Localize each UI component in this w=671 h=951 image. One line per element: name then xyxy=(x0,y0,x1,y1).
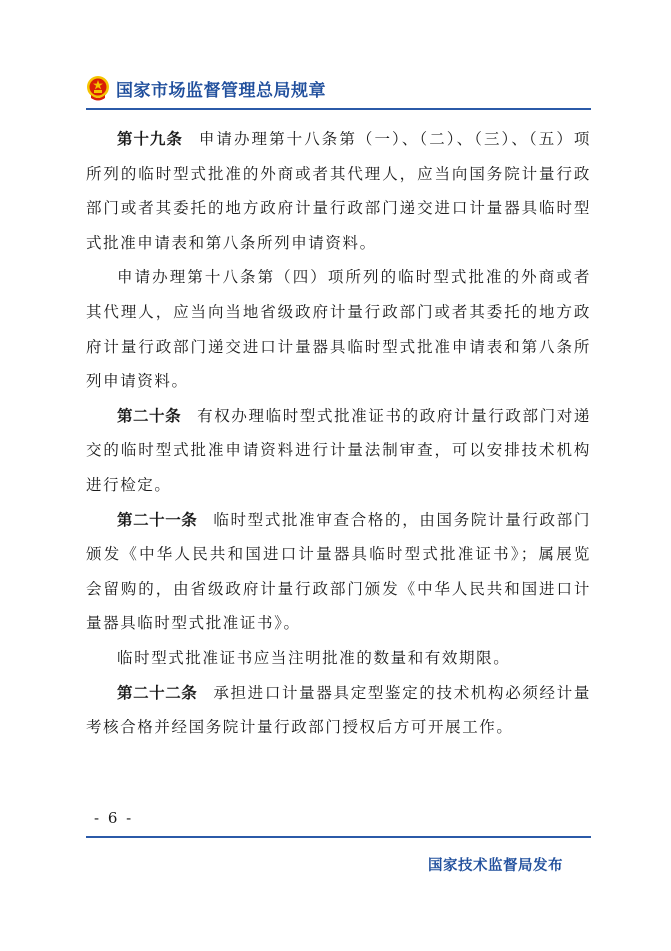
article-paragraph xyxy=(86,260,591,398)
article-title: 第二十一条 xyxy=(117,510,198,529)
article-text: 临时型式批准审查合格的，由国务院计量行政部门颁发《中华人民共和国进口计量器具临时型式批准证书》；属展览会留购的，由省级政府计量行政部门颁发《中华人民共和国进口计量器具临时型式批准证书》。 xyxy=(86,510,591,633)
article-title: 第二十二条 xyxy=(117,683,198,702)
page-number: - 6 - xyxy=(94,809,134,827)
article-text: 申请办理第十八条第（四）项所列的临时型式批准的外商或者其代理人，应当向当地省级政府计量行政部门或者其委托的地方政府计量行政部门递交进口计量器具临时型式批准申请表和第八条所列申请资料。 xyxy=(86,268,591,391)
footer-publisher: 国家技术监督局发布 xyxy=(428,858,563,874)
header-title: 国家市场监督管理总局规章 xyxy=(116,80,326,101)
article-paragraph xyxy=(86,676,591,745)
page-header xyxy=(86,72,591,104)
article-paragraph xyxy=(86,399,591,503)
document-body xyxy=(86,122,591,745)
article-text: 申请办理第十八条第（一）、（二）、（三）、（五）项所列的临时型式批准的外商或者其代理人，应当向国务院计量行政部门或者其委托的地方政府计量行政部门递交进口计量器具临时型式批准申请表和第八条所列申请资料。 xyxy=(86,130,591,252)
footer-divider xyxy=(86,836,591,838)
national-emblem-icon xyxy=(86,74,110,102)
article-paragraph xyxy=(86,641,591,676)
article-text: 有权办理临时型式批准证书的政府计量行政部门对递交的临时型式批准申请资料进行计量法制审查，可以安排技术机构进行检定。 xyxy=(86,406,591,494)
article-title: 第二十条 xyxy=(117,406,182,425)
article-text: 临时型式批准证书应当注明批准的数量和有效期限。 xyxy=(117,648,511,667)
article-paragraph xyxy=(86,122,591,260)
article-paragraph xyxy=(86,503,591,641)
article-text: 承担进口计量器具定型鉴定的技术机构必须经计量考核合格并经国务院计量行政部门授权后方可开展工作。 xyxy=(86,683,591,737)
article-title: 第十九条 xyxy=(117,130,183,148)
header-divider xyxy=(86,108,591,110)
